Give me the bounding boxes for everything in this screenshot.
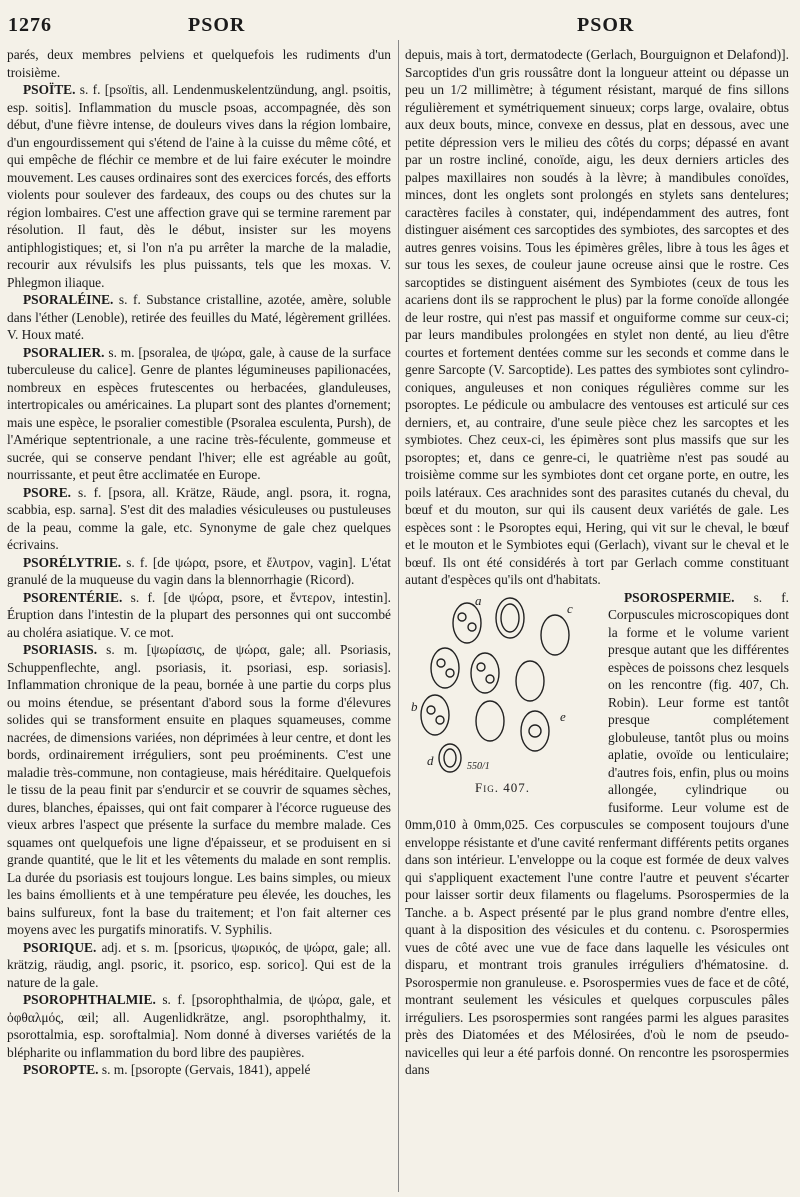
vesicle: [477, 663, 485, 671]
page-header: [0, 14, 800, 40]
entry: [7, 589, 391, 642]
entry-headword: PSOROSPERMIE.: [624, 589, 735, 605]
entry: [7, 291, 391, 344]
entry-text: s. f. [psorophthalmia, de ψώρα, gale, et ὀφθαλμός, œil; all. Augenlidkrätze, angl. psorophthalmy, it. psorottalmia, esp. soroftalmia]. Nom donné à diverses variétés de la blépharite ou inflammation du bord libre des paupières.: [7, 992, 391, 1060]
entry-text: s. f. Substance cristalline, azotée, amère, soluble dans l'éther (Lenoble), retirée des feuilles du Maté, légèrement grillées. V. Houx maté.: [7, 292, 391, 342]
entry: [7, 46, 391, 81]
entry-text: s. m. [psoralea, de ψώρα, gale, à cause de la surface tuberculeuse du calice]. Genre de plantes légumineuses papilionacées, nombreux en espèces frutescentes ou herbacées, glanduleuses, intertropicales ou américaines. La plupart sont des plantes d'ornement; mais une espèce, le psoralier comestible (Psoralea esculenta, Pursh), de l'Amérique septentrionale, a une racine très-féculente, gommeuse et sucrée, qui se conserve pendant l'hiver; elle est agréable au goût, nourrissante, et peut être acclimatée en Europe.: [7, 344, 391, 482]
entry: [7, 939, 391, 992]
entry: [7, 81, 391, 291]
entry-text: s. f. [de ψώρα, psore, et ἔντερον, intestin]. Éruption dans l'intestin de la plupart des personnes qui ont succombé au choléra asiatique. V. ce mot.: [7, 589, 391, 640]
entry: [7, 991, 391, 1061]
spore-c2: [541, 615, 569, 655]
entry-text: s. f. [de ψώρα, psore, et ἔλυτρον, vagin]. L'état granulé de la muqueuse du vagin dans la blennorrhagie (Ricord).: [7, 554, 391, 587]
psorospermie-illustration: [405, 593, 600, 773]
entry-headword: PSORALIER.: [23, 344, 105, 360]
entry-headword: PSORIQUE.: [23, 939, 97, 955]
figure-407: [405, 593, 600, 803]
entry: [7, 484, 391, 554]
spore-inner: [444, 749, 456, 767]
spore-d1: [439, 744, 461, 772]
entry-text: s. m. [psoropte (Gervais, 1841), appelé: [98, 1062, 311, 1077]
column-divider: [398, 40, 399, 1192]
entry-headword: PSOÏTE.: [23, 82, 76, 97]
left-column: [7, 46, 391, 1079]
right-column: [405, 46, 789, 1079]
entry-headword: PSORE.: [23, 484, 71, 500]
vesicle: [427, 706, 435, 714]
figure-label-b: b: [411, 698, 418, 714]
vesicle: [458, 613, 466, 621]
running-head-left: PSOR: [188, 14, 246, 36]
figure-label-e: e: [560, 708, 566, 724]
entry-headword: PSORIASIS.: [23, 642, 98, 657]
figure-label-c: c: [567, 600, 573, 616]
entry-headword: PSORALÉINE.: [23, 292, 114, 307]
spore-e1: [516, 661, 544, 701]
vesicle: [446, 669, 454, 677]
spore-a1: [453, 603, 481, 643]
entry-text: s. f. [psoïtis, all. Lendenmuskelentzündung, angl. psoitis, esp. soitis]. Inflammation du muscle psoas, accompagnée, dès son début, d'une fièvre intense, de douleurs vives dans la région lombaire, d'un engourdissement qui s'étend de l'aine à la cuisse du même côté, et qui empêche de fléchir ce membre et de lui faire exécuter le moindre mouvement. Les causes ordinaires sont des exercices forcés, des efforts violents pour soulever des fardeaux, des coups ou des chutes sur la région lombaires. C'est une affection grave qui se termine rarement par résolution. Il faut, dès le début, insister sur les moyens antiphlogistiques; et, si l'on n'a pu arrêter la marche de la maladie, recourir aux révulsifs les plus puissants, tels que les moxas. V. Phlegmon iliaque.: [7, 82, 391, 290]
figure-label-d: d: [427, 752, 434, 768]
spore-e2: [521, 711, 549, 751]
vesicle: [468, 623, 476, 631]
entry-text: s. f. [psora, all. Krätze, Räude, angl. psora, it. rogna, scabbia, esp. sarna]. S'est dit des maladies vésiculeuses ou pustuleuses de la peau, comme la gale, etc. Synonyme de gale chez quelques écrivains.: [7, 484, 391, 552]
entry-headword: PSOROPHTHALMIE.: [23, 992, 156, 1007]
entry-text: s. f. Corpuscules microscopiques dont la forme et le volume varient presque autant que les différentes espèces de poissons chez lesquels on les rencontre (fig. 407, Ch. Robin). Leur forme est tantôt presque complétement globuleuse, tantôt plus ou moins aplatie, ovoïde ou lenticulaire; d'autres fois, enfin, plus ou moins allongée, cylindrique ou fusiforme. Leur volume est de 0mm,010 à 0mm,025. Ces corpuscules se composent toujours d'une enveloppe résistante et d'une cavité renfermant différents petits organes dans son intérieur. L'enveloppe ou la coque est formée de deux valves qui s'appliquent exactement l'une contre l'autre et peuvent s'écarter pour laisser sortir deux filaments ou flagelums. Psorospermies de la Tanche. a b. Aspect présenté par le plus grand nombre d'entre elles, quant à la disposition des vésicules et du contenu. c. Psorospermies vues de côté avec une vue de face dans laquelle les vésicules ont disparu, et montrant trois granules irréguliers d'hématosine. d. Psorospermie non granuleuse. e. Psorospermies vues de face et de côté, montrant seulement les vésicules et quelques corpuscules pâles irréguliers. Les psorospermies sont rangées parmi les algues parasites près des Diatomées et des Mélosirées, d'où le nom de pseudo-navicelles qui leur a été parfois donné. On rencontre les psorospermies dans: [405, 589, 789, 1077]
entry-headword: PSORÉLYTRIE.: [23, 554, 122, 570]
running-head-right: PSOR: [577, 14, 635, 36]
spore-inner: [501, 604, 519, 632]
entry: [7, 1061, 391, 1079]
figure-magnification: 550/1: [467, 760, 490, 772]
entry-text: s. m. [ψωρίασις, de ψώρα, gale; all. Psoriasis, Schuppenflechte, angl. psoriasis, it. psoriasi, esp. soriasis]. Inflammation chronique de la peau, bornée à une partie du corps plus ou moins étendue, se présentant d'abord sous la forme d'élevures solides qui se transforment ensuite en plaques squameuses, comme nacrées, de dimensions variées, non déprimées à leur centre, et dont les bords, ordinairement irréguliers, sont peu proéminents. C'est une maladie très-commune, non contagieuse, mais héréditaire. Quelquefois le tissu de la peau finit par s'endurcir et se couvrir de squames sèches, dures, blanches, épaisses, qui ont fait comparer à l'écorce rugueuse des vieux arbres l'aspect que présente la surface du membre malade. Ces squames ont quelquefois une ligne d'épaisseur, et se produisent en si grande quantité, que le lit et les vêtements du malade en sont remplis. La durée du psoriasis est toujours longue. Les bains simples, ou mieux les bains émollients et à une température peu élevée, les douches, les bains sulfureux, font la base du traitement; et l'on fait alterner ces moyens avec les purgatifs minoratifs. V. Syphilis.: [7, 642, 391, 937]
psorospermie-entry: [405, 589, 789, 1079]
entry-headword: PSOROPTE.: [23, 1062, 99, 1077]
entry-text: parés, deux membres pelviens et quelquefois les rudiments d'un troisième.: [7, 47, 391, 80]
spore-b1: [421, 695, 449, 735]
figure-caption: Fig. 407.: [475, 779, 530, 795]
spore-b2: [476, 701, 504, 741]
spore-a2: [431, 648, 459, 688]
entry-text: depuis, mais à tort, dermatodecte (Gerlach, Bourguignon et Delafond)]. Sarcoptides d'un gris roussâtre dont la longueur atteint ou dépasse un peu un 1/2 millimètre; à tégument résistant, marqué de fins sillons régulièrement et symétriquement sinueux; corps large, ovalaire, obtus aux deux bouts, mince, convexe en dessus, plat en dessous, avec une petite dépression vers le milieu des côtés du corps; dépassé en avant par un rostre incliné, conoïde, aigu, les deux derniers articles des palpes maxillaires non soudés à la lèvre; à mandibules conoïdes, minces, dont les onglets sont prolongés en stylets sans dentelures; caractères faciles à constater, qui, indépendamment des autres, font distinguer aisément ces sarcoptides des symbiotes, des sarcoptes et des autres genres voisins. Tous les épimères grêles, libre à tous les âges et sur tous les sexes, de couleur jaune ocreuse ainsi que le rostre. Ces sarcoptides se distinguent aisément des Symbiotes (ceux de tous les acariens dont ils se rapprochent le plus) par la forme conoïde allongée de leur rostre, qui n'est pas massif et onguiforme comme sur ceux-ci; par leurs mandibules prolongées en stylet non denté, au lieu d'être courtes et fortement dentées comme sur les seconds et comme dans le genre Sarcopte (V. Sarcoptide). Les pattes des symbiotes sont cylindro-coniques, anguleuses et non coniques régulières comme sur les psoroptes. Le pédicule ou ambulacre des ventouses est articulé sur ces derniers, et, au contraire, d'une seule pièce chez les sarcoptes et les symbiotes. Chez ceux-ci, les épimères sont plus massifs que sur les psoroptes; et, dans ce genre-ci, le quatrième n'est pas soudé au troisième comme sur les symbiotes dont cet organe porte, en outre, les poils latéraux. Ces arachnides sont des parasites cutanés du cheval, du bœuf et du mouton, sur qui ils causent deux variétés de gale. Les espèces sont : le Psoroptes equi, Hering, qui vit sur le cheval, le bœuf et le mouton et le Symbiotes equi (Gerlach), vivant sur le cheval et le bœuf. Ils ont été considérés à tort par Gerlach comme constituant autant d'espèces qu'ils ont d'habitats.: [405, 47, 789, 587]
figure-label-a: a: [475, 592, 482, 608]
vesicle: [436, 716, 444, 724]
entry: [7, 554, 391, 589]
entry: [405, 46, 789, 589]
spore-a3: [471, 653, 499, 693]
vesicle: [529, 725, 541, 737]
vesicle: [437, 659, 445, 667]
entry: [7, 344, 391, 484]
page-number: 1276: [8, 14, 52, 36]
entry-text: adj. et s. m. [psoricus, ψωρικός, de ψώρα, gale; all. krätzig, räudig, angl. psoric, it. psorico, esp. sorico]. Qui est de la nature de la gale.: [7, 939, 391, 990]
entry-headword: PSORENTÉRIE.: [23, 589, 123, 605]
entry: [7, 641, 391, 939]
vesicle: [486, 675, 494, 683]
